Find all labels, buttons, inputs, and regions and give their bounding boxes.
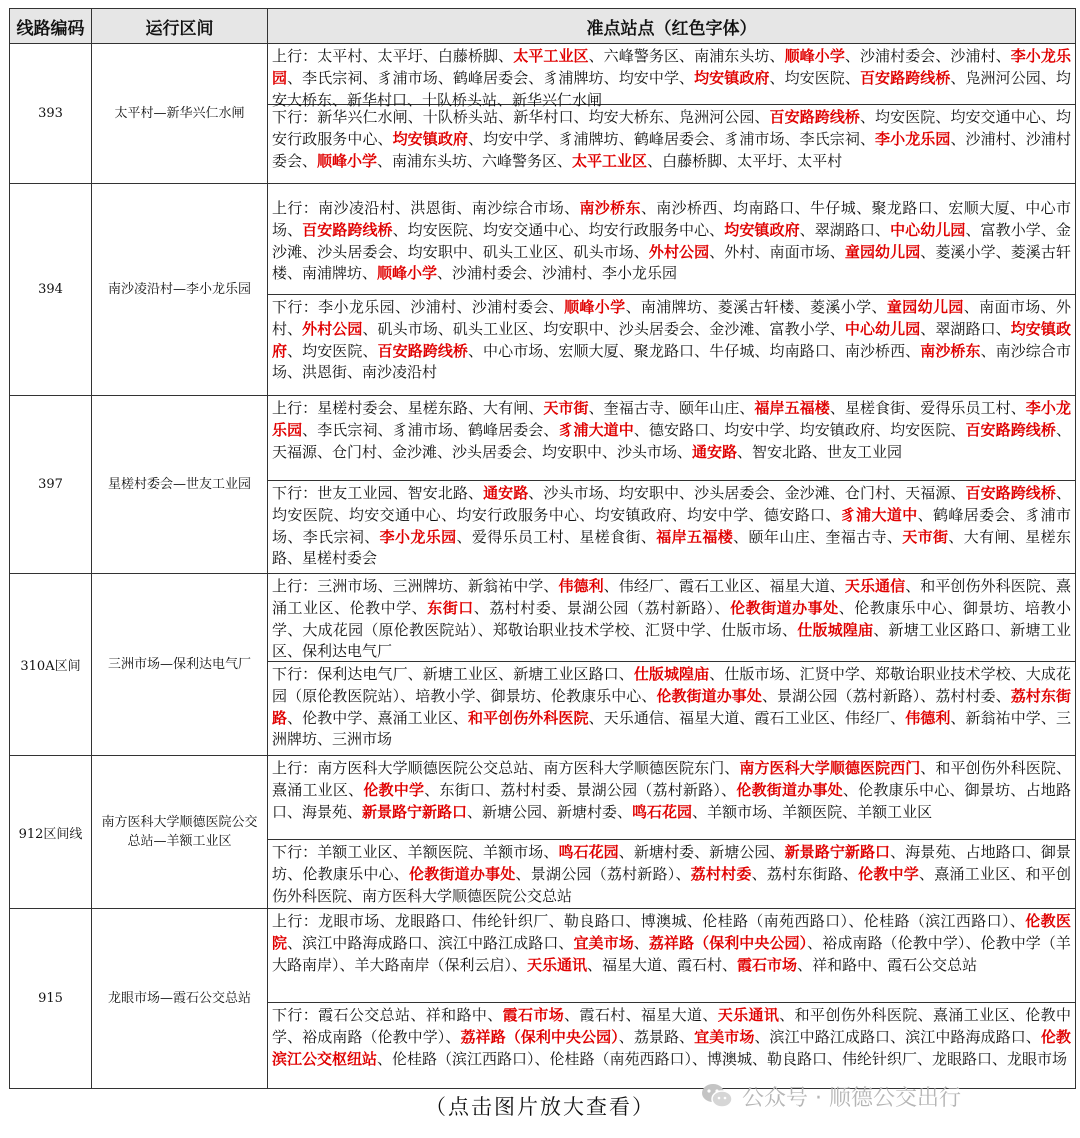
route-table — [9, 8, 1076, 1089]
stop-text: 、爱得乐员工村、星槎食街、 — [456, 527, 657, 546]
stop-text: 、外村、南面市场、 — [709, 242, 845, 261]
on-time-stop: 宜美市场 — [573, 934, 634, 953]
stop-text: 、李氏宗祠、豸浦市场、鹤峰居委会、豸浦牌坊、均安中学、 — [287, 68, 695, 87]
header-section: 运行区间 — [92, 9, 268, 44]
on-time-stop: 通安路 — [692, 442, 738, 461]
on-time-stop: 通安路 — [483, 484, 529, 502]
watermark-text: 公众号 · 顺德公交出行 — [742, 1085, 961, 1111]
stop-text: 、 — [633, 934, 649, 953]
stop-text: 、南浦牌坊、菱溪古轩楼、菱溪小学、 — [625, 298, 887, 316]
stop-text: 、伦桂路（滨江西路口）、伦桂路（南苑西路口）、博澳城、勒良路口、伟纶针织厂、龙眼路口、龙眼市场 — [377, 1049, 1068, 1068]
on-time-stop: 李小龙乐园 — [272, 47, 1071, 87]
stop-text: 、均安医院、 — [287, 341, 378, 360]
stop-text: 、伦教中学、熹涌工业区、 — [287, 708, 468, 727]
stop-text: 、沙头市场、均安职中、沙头居委会、金沙滩、仓门村、天福源、 — [528, 484, 966, 502]
upbound-stops — [268, 756, 1075, 840]
stop-text: 下行：霞石公交总站、祥和路中、 — [272, 1006, 503, 1025]
on-time-stop: 南方医科大学顺德医院西门 — [739, 759, 921, 777]
route-stops — [268, 184, 1076, 396]
stop-text: 、颐年山庄、奎福古寺、 — [733, 527, 903, 546]
on-time-stop: 外村公园 — [648, 242, 710, 261]
route-section: 南方医科大学顺德医院公交总站—羊额工业区 — [92, 756, 268, 909]
on-time-stop: 伦教街道办事处 — [736, 780, 843, 799]
table-row — [10, 184, 1076, 396]
route-section: 南沙凌沿村—李小龙乐园 — [92, 184, 268, 396]
stop-text: 、德安路口、均安中学、均安镇政府、均安医院、 — [633, 420, 966, 439]
on-time-stop: 天市街 — [543, 399, 589, 417]
on-time-stop: 伦教滨江公交枢纽站 — [272, 1028, 1071, 1068]
stop-text: 、仕版市场、汇贤中学、郑敬诒职业技术学校、大成花园（原伦教医院站）、培教小学、御景坊、伦教康乐中心、 — [272, 665, 1071, 705]
stop-text: 下行：李小龙乐园、沙浦村、沙浦村委会、 — [272, 298, 565, 316]
on-time-stop: 荔祥路（保利中央公园） — [648, 934, 808, 953]
stop-text: 、海景苑、占地路口、御景坊、伦教康乐中心、 — [272, 843, 1071, 883]
on-time-stop: 太平工业区 — [513, 47, 589, 65]
on-time-stop: 宜美市场 — [694, 1028, 755, 1047]
stop-text: 、南沙桥西、均南路口、牛仔城、聚龙路口、宏顺大厦、中心市场、 — [272, 199, 1071, 239]
on-time-stop: 东街口 — [427, 598, 474, 617]
stop-text: 、均安医院、均安交通中心、均安行政服务中心、 — [392, 220, 725, 239]
on-time-stop: 中心幼儿园 — [844, 319, 921, 338]
stop-text: 、奎福古寺、颐年山庄、 — [588, 399, 755, 417]
on-time-stop: 伦教街道办事处 — [730, 598, 839, 617]
on-time-stop: 李小龙乐园 — [875, 129, 951, 148]
on-time-stop: 和平创伤外科医院 — [467, 708, 589, 727]
stop-text: 、李氏宗祠、豸浦市场、鹤峰居委会、 — [302, 420, 559, 439]
stop-text: 、滨江中路江成路口、滨江中路海成路口、 — [754, 1028, 1041, 1047]
route-section: 三洲市场—保利达电气厂 — [92, 574, 268, 756]
route-code: 394 — [10, 184, 92, 396]
stop-text: 、翠湖路口、 — [799, 220, 891, 239]
on-time-stop: 伦教中学 — [858, 864, 919, 883]
stop-text: 上行：南方医科大学顺德医院公交总站、南方医科大学顺德医院东门、 — [272, 759, 740, 777]
stop-text: 下行：保利达电气厂、新塘工业区、新塘工业区路口、 — [272, 665, 634, 683]
on-time-stop: 均安镇政府 — [694, 68, 770, 87]
stop-text: 、景湖公园（荔村新路）、荔村村委、 — [761, 686, 1011, 705]
stop-text: 、均安中学、豸浦牌坊、鹤峰居委会、豸浦市场、李氏宗祠、 — [468, 129, 876, 148]
upbound-stops — [268, 184, 1075, 295]
on-time-stop: 百安路跨线桥 — [377, 341, 468, 360]
table-row — [10, 909, 1076, 1089]
stop-text: 、智安北路、世友工业园 — [737, 442, 903, 461]
on-time-stop: 鸣石花园 — [632, 802, 693, 821]
stop-text: 、滨江中路海成路口、滨江中路江成路口、 — [287, 934, 574, 953]
caption: （点击图片放大查看） — [425, 1095, 655, 1119]
stop-text: 、南面市场、外村、 — [272, 298, 1071, 338]
on-time-stop: 伦教医院 — [272, 912, 1071, 953]
stop-text: 、新塘工业区路口、新塘工业区、保利达电气厂 — [272, 620, 1071, 661]
stop-text: 、荔村村委、景湖公园（荔村新路）、 — [473, 598, 731, 617]
stop-text: 、伟经厂、霞石工业区、福星大道、 — [603, 577, 845, 595]
downbound-stops — [268, 840, 1075, 908]
stop-text: 、星槎食街、爱得乐员工村、 — [829, 399, 1026, 417]
stop-text: 、大有闸、星槎东路、星槎村委会 — [272, 527, 1071, 568]
route-code: 397 — [10, 396, 92, 574]
on-time-stop: 均安镇政府 — [392, 129, 468, 148]
upbound-stops — [268, 574, 1075, 662]
table-row — [10, 396, 1076, 574]
on-time-stop: 鸣石花园 — [558, 843, 619, 861]
stop-text: 上行：龙眼市场、龙眼路口、伟纶针织厂、勒良路口、博澳城、伦桂路（南苑西路口）、伦桂路（滨江西路口）、 — [272, 912, 1026, 931]
on-time-stop: 顺峰小学 — [564, 298, 626, 316]
on-time-stop: 伦教中学 — [363, 780, 425, 799]
on-time-stop: 荔村村委 — [690, 864, 752, 883]
route-stops — [268, 756, 1076, 909]
stop-text: 、均安医院、 — [769, 68, 860, 87]
on-time-stop: 外村公园 — [302, 319, 363, 338]
on-time-stop: 李小龙乐园 — [272, 399, 1071, 439]
stop-text: 、翠湖路口、 — [920, 319, 1011, 338]
on-time-stop: 伟德利 — [558, 577, 604, 595]
stop-text: 、东街口、荔村村委、景湖公园（荔村新路）、 — [424, 780, 737, 799]
stop-text: 、均安医院、均安交通中心、均安行政服务中心、 — [272, 108, 1071, 148]
stop-text: 、沙浦村委会、沙浦村、 — [844, 47, 1011, 65]
stop-text: 、凫洲河公园、均安大桥东、新华村口、十队桥头站、新华兴仁水闸 — [272, 68, 1071, 109]
upbound-stops — [268, 44, 1075, 109]
downbound-stops — [268, 295, 1075, 385]
downbound-stops — [268, 662, 1075, 752]
stop-text: 、矶头市场、矶头工业区、均安职中、沙头居委会、金沙滩、富教小学、 — [362, 319, 845, 338]
on-time-stop: 中心幼儿园 — [890, 220, 966, 239]
on-time-stop: 福岸五福楼 — [754, 399, 830, 417]
stop-text: 、新塘村委、新塘公园、 — [618, 843, 785, 861]
stop-text: 、羊额市场、羊额医院、羊额工业区 — [692, 802, 933, 821]
stop-text: 、景湖公园（荔村新路）、 — [515, 864, 691, 883]
on-time-stop: 百安路跨线桥 — [769, 108, 860, 126]
on-time-stop: 天乐通讯 — [527, 955, 588, 974]
on-time-stop: 李小龙乐园 — [379, 527, 457, 546]
table-row — [10, 44, 1076, 184]
stop-text: 、裕成南路（伦教中学）、伦教中学（羊大路南岸）、羊大路南岸（保利云启）、 — [272, 934, 1071, 974]
on-time-stop: 伟德利 — [905, 708, 951, 727]
stop-text: 、白藤桥脚、太平圩、太平村 — [647, 151, 843, 170]
upbound-stops — [268, 909, 1075, 1003]
on-time-stop: 百安路跨线桥 — [965, 484, 1056, 502]
stop-text: 、荔景路、 — [618, 1028, 695, 1047]
route-code: 912区间线 — [10, 756, 92, 909]
on-time-stop: 仕版城隍庙 — [797, 620, 874, 639]
on-time-stop: 南沙桥东 — [579, 199, 641, 217]
stop-text: 、天福源、仓门村、金沙滩、沙头居委会、均安职中、沙头市场、 — [272, 420, 1071, 461]
route-section: 星槎村委会—世友工业园 — [92, 396, 268, 574]
stop-text: 、伦教康乐中心、御景坊、占地路口、海景苑、 — [272, 780, 1071, 821]
on-time-stop: 荔村东街路 — [272, 686, 1071, 727]
stop-text: 、霞石村、福星大道、 — [564, 1006, 718, 1025]
downbound-stops — [268, 1003, 1075, 1071]
route-code: 393 — [10, 44, 92, 184]
stop-text: 下行：世友工业园、智安北路、 — [272, 484, 484, 502]
on-time-stop: 福岸五福楼 — [656, 527, 734, 546]
stop-text: 、沙浦村、沙浦村委会、 — [272, 129, 1071, 170]
stop-text: 、六峰警务区、南浦东头坊、 — [588, 47, 785, 65]
on-time-stop: 荔祥路（保利中央公园） — [460, 1028, 619, 1047]
route-stops — [268, 909, 1076, 1089]
stop-text: 、伦教康乐中心、御景坊、培教小学、大成花园（原伦教医院站）、郑敬诒职业技术学校、汇贤中学、仕版市场、 — [272, 598, 1071, 639]
on-time-stop: 顺峰小学 — [377, 264, 438, 283]
stop-text: 上行：太平村、太平圩、白藤桥脚、 — [272, 47, 514, 65]
stop-text: 下行：羊额工业区、羊额医院、羊额市场、 — [272, 843, 559, 861]
stop-text: 、富教小学、金沙滩、沙头居委会、均安职中、矶头工业区、矶头市场、 — [272, 220, 1071, 261]
stop-text: 、荔村东街路、 — [751, 864, 859, 883]
table-row — [10, 756, 1076, 909]
upbound-stops — [268, 396, 1075, 481]
stop-text: 、沙浦村委会、沙浦村、李小龙乐园 — [437, 264, 678, 283]
on-time-stop: 天市街 — [902, 527, 949, 546]
stop-text: 、南沙综合市场、洪恩街、南沙凌沿村 — [272, 341, 1071, 382]
on-time-stop: 顺峰小学 — [784, 47, 845, 65]
header-route-code: 线路编码 — [10, 9, 92, 44]
stop-text: 、均安医院、均安交通中心、均安行政服务中心、均安镇政府、均安中学、德安路口、 — [272, 484, 1071, 524]
stop-text: 上行：三洲市场、三洲牌坊、新翁祐中学、 — [272, 577, 559, 595]
stop-text: 、和平创伤外科医院、熹涌工业区、伦教中学、 — [272, 577, 1071, 617]
on-time-stop: 新景路宁新路口 — [784, 843, 891, 861]
on-time-stop: 太平工业区 — [572, 151, 648, 170]
stop-text: 、福星大道、霞石村、 — [587, 955, 738, 974]
stop-text: 、菱溪小学、菱溪古轩楼、南浦牌坊、 — [272, 242, 1071, 283]
on-time-stop: 霞石市场 — [737, 955, 798, 974]
on-time-stop: 豸浦大道中 — [558, 420, 634, 439]
table-header-row — [10, 9, 1076, 44]
stop-text: 、祥和路中、霞石公交总站 — [797, 955, 978, 974]
on-time-stop: 南沙桥东 — [920, 341, 981, 360]
on-time-stop: 伦教街道办事处 — [656, 686, 762, 705]
stop-text: 、新翁祐中学、三洲牌坊、三洲市场 — [272, 708, 1071, 749]
on-time-stop: 伦教街道办事处 — [408, 864, 516, 883]
on-time-stop: 均安镇政府 — [724, 220, 800, 239]
stop-text: 上行：星槎村委会、星槎东路、大有闸、 — [272, 399, 544, 417]
on-time-stop: 霞石市场 — [502, 1006, 565, 1025]
route-code: 915 — [10, 909, 92, 1089]
header-stops: 准点站点（红色字体） — [268, 9, 1076, 44]
stop-text: 、南浦东头坊、六峰警务区、 — [377, 151, 573, 170]
route-stops — [268, 44, 1076, 184]
stop-text: 、天乐通信、福星大道、霞石工业区、伟经厂、 — [588, 708, 906, 727]
route-stops — [268, 574, 1076, 756]
on-time-stop: 豸浦大道中 — [840, 505, 918, 524]
on-time-stop: 百安路跨线桥 — [965, 420, 1056, 439]
on-time-stop: 百安路跨线桥 — [859, 68, 951, 87]
stop-text: 下行：新华兴仁水闸、十队桥头站、新华村口、均安大桥东、凫洲河公园、 — [272, 108, 770, 126]
stop-text: 、熹涌工业区、和平创伤外科医院、南方医科大学顺德医院公交总站 — [272, 864, 1071, 905]
stop-text: 、鹤峰居委会、豸浦市场、李氏宗祠、 — [272, 505, 1071, 546]
route-stops — [268, 396, 1076, 574]
downbound-stops — [268, 481, 1075, 571]
route-section: 太平村—新华兴仁水闸 — [92, 44, 268, 184]
on-time-stop: 童园幼儿园 — [844, 242, 921, 261]
on-time-stop: 天乐通讯 — [717, 1006, 780, 1025]
on-time-stop: 仕版城隍庙 — [633, 665, 710, 683]
table-row — [10, 574, 1076, 756]
stop-text: 上行：南沙凌沿村、洪恩街、南沙综合市场、 — [272, 199, 580, 217]
on-time-stop: 百安路跨线桥 — [302, 220, 393, 239]
on-time-stop: 新景路宁新路口 — [362, 802, 468, 821]
on-time-stop: 均安镇政府 — [272, 319, 1071, 360]
route-code: 310A区间 — [10, 574, 92, 756]
stop-text: 、和平创伤外科医院、熹涌工业区、 — [272, 759, 1071, 799]
on-time-stop: 童园幼儿园 — [886, 298, 964, 316]
on-time-stop: 顺峰小学 — [317, 151, 378, 170]
on-time-stop: 天乐通信 — [844, 577, 906, 595]
route-section: 龙眼市场—霞石公交总站 — [92, 909, 268, 1089]
stop-text: 、和平创伤外科医院、熹涌工业区、伦教中学、裕成南路（伦教中学）、 — [272, 1006, 1071, 1047]
downbound-stops — [268, 105, 1075, 173]
stop-text: 、中心市场、宏顺大厦、聚龙路口、牛仔城、均南路口、南沙桥西、 — [467, 341, 921, 360]
stop-text: 、新塘公园、新塘村委、 — [467, 802, 633, 821]
